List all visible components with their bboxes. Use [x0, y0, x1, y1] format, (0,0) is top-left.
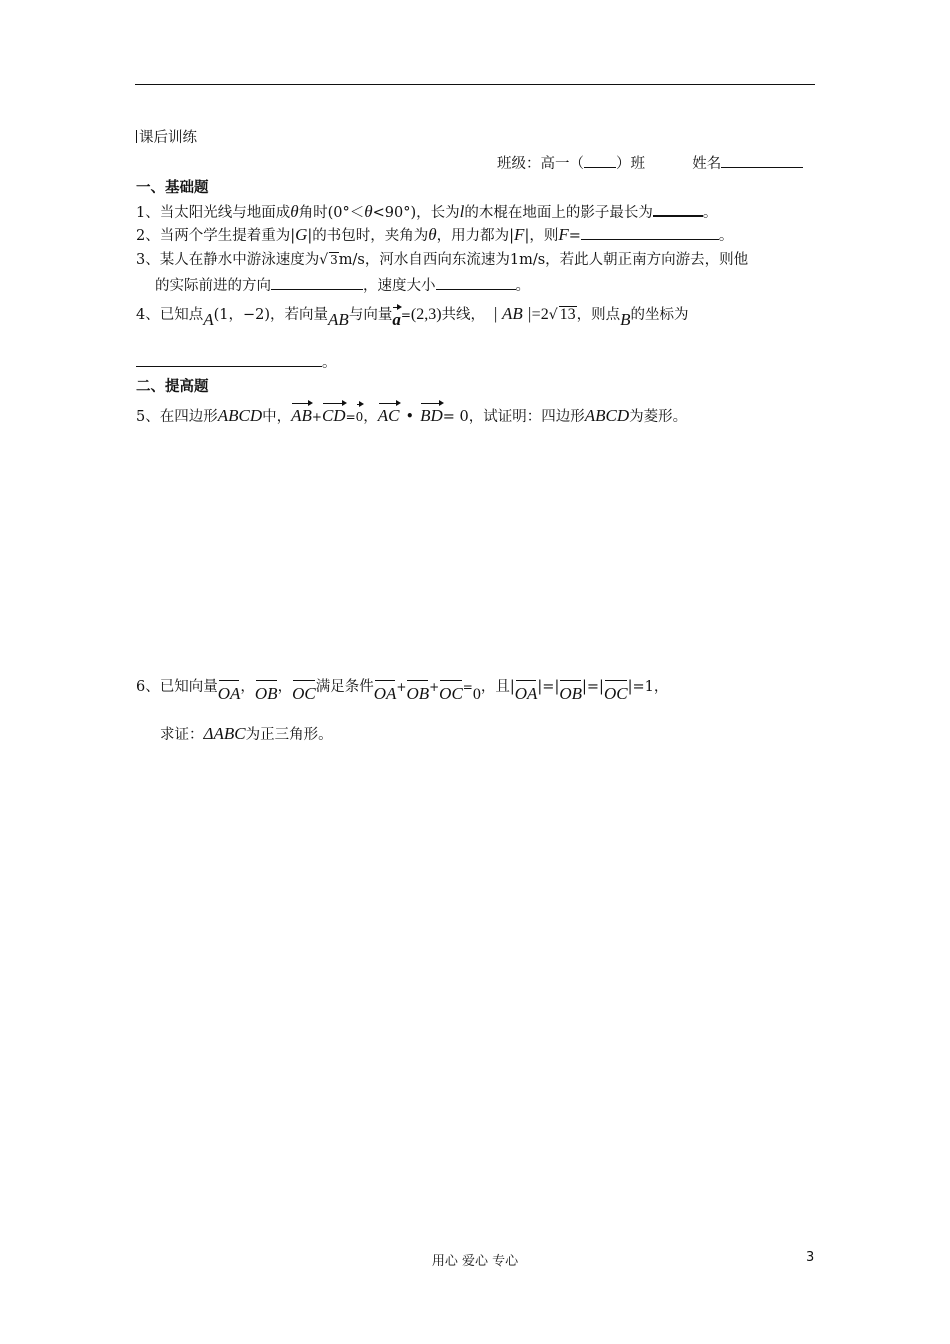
question-6-line1: 6、已知向量OA，OB，OC满足条件OA+OB+OC=0，且|OA|=|OB|=|OC|=1，: [136, 676, 668, 705]
page-number: 3: [806, 1250, 815, 1265]
footer-text: 用心 爱心 专心: [431, 1254, 519, 1269]
question-3-line2: 的实际前进的方向 ，速度大小 。: [155, 275, 530, 296]
section-advanced-title: 二、提高题: [136, 379, 209, 395]
question-6-line2: 求证：ΔABC为正三角形。: [160, 724, 333, 743]
question-2: 2、当两个学生提着重为|G|的书包时，夹角为θ，用力都为|F|，则F= 。: [136, 225, 734, 244]
question-5: 5、在四边形ABCD中，AB+CD=0，AC • BD= 0，试证明：四边形ABCD为菱形。: [136, 400, 687, 427]
question-4-line1: 4、已知点A(1，−2)，若向量AB与向量a=(2,3)共线， | AB |=2√ 13，则点B的坐标为: [136, 304, 689, 329]
section-title-homework: 课后训练: [136, 128, 197, 148]
name-blank[interactable]: [721, 153, 803, 168]
question-3-line1: 3、某人在静水中游泳速度为√ 3m/s，河水自西向东流速为1m/s，若此人朝正南方向游去，则他: [136, 252, 749, 268]
answer-blank-3a[interactable]: [271, 275, 363, 290]
question-1: 1、当太阳光线与地面成θ角时(0°＜θ<90°)，长为l的木棍在地面上的影子最长为 。: [136, 202, 718, 221]
class-info: 班级：高一（ ）班 姓名: [497, 153, 803, 174]
answer-blank-1[interactable]: [653, 201, 703, 217]
answer-blank-2[interactable]: [581, 225, 719, 240]
answer-blank-4[interactable]: [136, 352, 322, 367]
answer-blank-3b[interactable]: [436, 275, 516, 290]
header-rule: [135, 84, 815, 85]
section-basic-title: 一、基础题: [136, 180, 209, 196]
cursor-marker: [136, 130, 137, 143]
question-4-line2: 。: [136, 352, 337, 373]
class-blank[interactable]: [584, 153, 616, 168]
